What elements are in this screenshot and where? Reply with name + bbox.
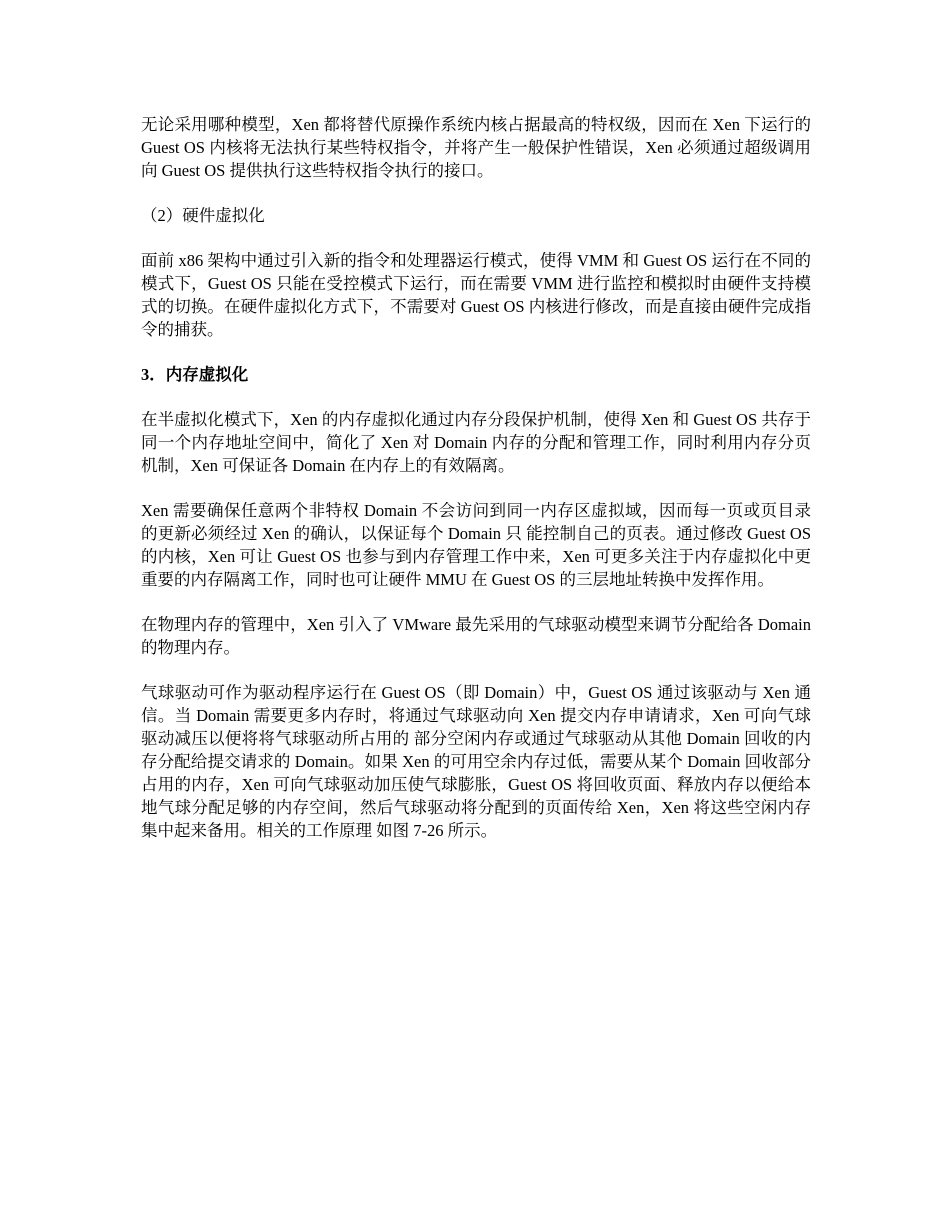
section-heading-memory-virtualization: 3．内存虚拟化	[141, 365, 249, 384]
paragraph-hardware-virtualization: 面前 x86 架构中通过引入新的指令和处理器运行模式，使得 VMM 和 Guest OS 运行在不同的模式下，Guest OS 只能在受控模式下运行，而在需要 VMM 进行监控和模拟时由硬件支持模式的切换。在硬件虚拟化方式下，不需要对 Guest OS 内核进行修改，而是直接由硬件完成指令的捕获。	[141, 251, 811, 339]
paragraph-memory-segmentation: 在半虚拟化模式下，Xen 的内存虚拟化通过内存分段保护机制，使得 Xen 和 Guest OS 共存于同一个内存地址空间中，简化了 Xen 对 Domain 内存的分配和管理工作，同时利用内存分页机制，Xen 可保证各 Domain 在内存上的有效隔离。	[141, 410, 811, 475]
paragraph-balloon-driver: 气球驱动可作为驱动程序运行在 Guest OS（即 Domain）中，Guest OS 通过该驱动与 Xen 通信。当 Domain 需要更多内存时，将通过气球驱动向 Xen 提交内存申请请求，Xen 可向气球驱动减压以便将将气球驱动所占用的 部分空闲内存或通过气球驱动从其他 Domain 回收的内存分配给提交请求的 Domain。如果 Xen 的可用空余内存过低，需要从某个 Domain 回收部分 占用的内存，Xen 可向气球驱动加压使气球膨胀，Guest OS 将回收页面、释放内存以便给本地气球分配足够的内存空间，然后气球驱动将分配到的页面传给 Xen，Xen 将这些空闲内存集中起来备用。相关的工作原理 如图 7-26 所示。	[141, 683, 811, 840]
document-body	[141, 113, 811, 864]
paragraph-physical-memory: 在物理内存的管理中，Xen 引入了 VMware 最先采用的气球驱动模型来调节分配给各 Domain 的物理内存。	[141, 615, 811, 657]
paragraph-memory-isolation: Xen 需要确保任意两个非特权 Domain 不会访问到同一内存区虚拟域，因而每一页或页目录的更新必须经过 Xen 的确认，以保证每个 Domain 只 能控制自己的页表。通过修改 Guest OS 的内核，Xen 可让 Guest OS 也参与到内存管理工作中来，Xen 可更多关注于内存虚拟化中更重要的内存隔离工作，同时也可让硬件 MMU 在 Guest OS 的三层地址转换中发挥作用。	[141, 501, 811, 589]
subheading-hardware-virtualization: （2）硬件虚拟化	[141, 206, 265, 225]
paragraph-privilege-level: 无论采用哪种模型，Xen 都将替代原操作系统内核占据最高的特权级，因而在 Xen 下运行的 Guest OS 内核将无法执行某些特权指令，并将产生一般保护性错误，Xen 必须通过超级调用向 Guest OS 提供执行这些特权指令执行的接口。	[141, 115, 811, 180]
